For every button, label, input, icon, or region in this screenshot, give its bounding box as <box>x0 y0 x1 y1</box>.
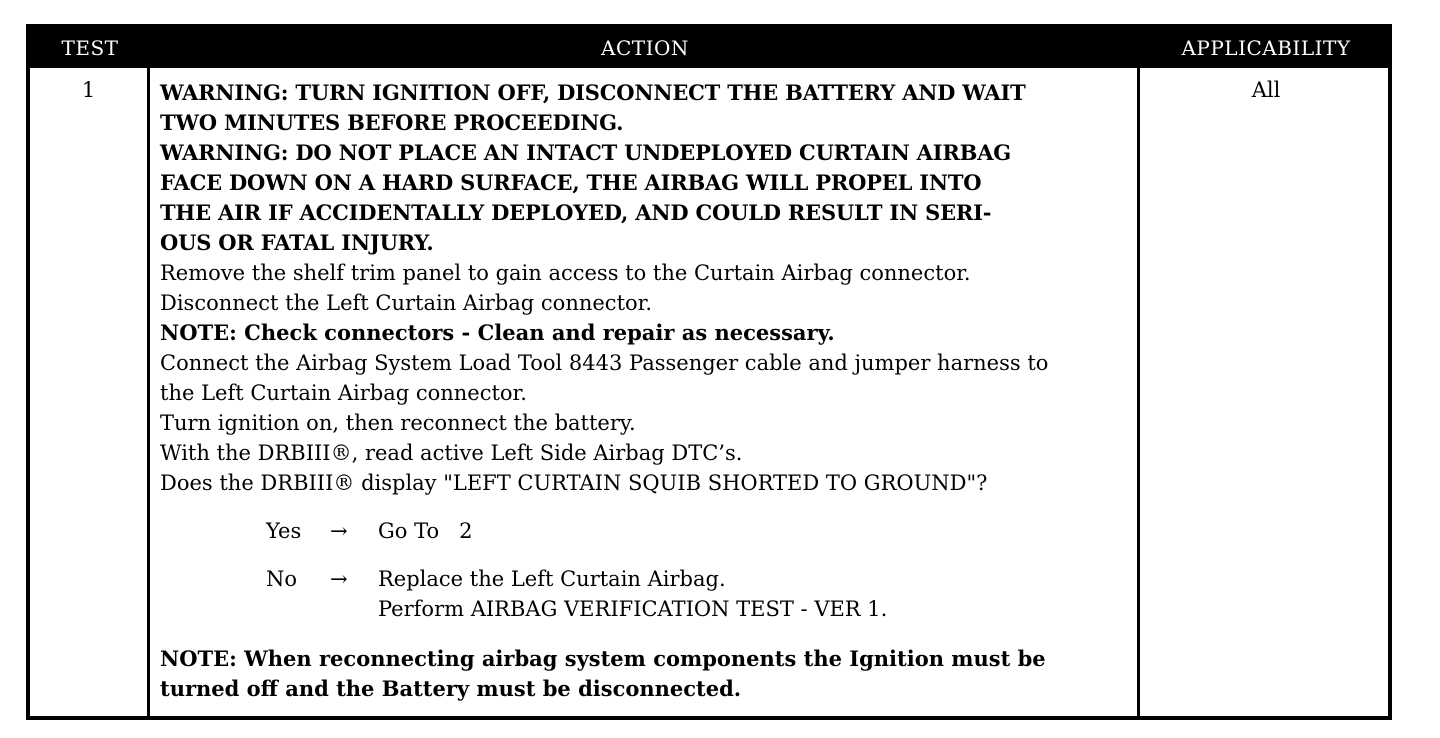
warning-line: TWO MINUTES BEFORE PROCEEDING. <box>160 110 624 135</box>
step-text: the Left Curtain Airbag connector. <box>160 381 527 405</box>
warning-line: OUS OR FATAL INJURY. <box>160 230 434 255</box>
yes-branch <box>266 516 1134 546</box>
yes-result: Go To 2 <box>378 519 473 543</box>
warning-line: FACE DOWN ON A HARD SURFACE, THE AIRBAG WILL PROPEL INTO <box>160 170 982 195</box>
action-cell <box>160 78 1134 704</box>
no-branch-continued <box>266 594 1134 624</box>
column-divider <box>147 68 150 716</box>
arrow-right-icon: → <box>330 567 348 591</box>
note-text: NOTE: When reconnecting airbag system components the Ignition must be <box>160 646 1046 671</box>
table-row <box>30 68 1388 716</box>
step-text: With the DRBIII®, read active Left Side Airbag DTC’s. <box>160 441 743 465</box>
no-branch <box>266 564 1134 594</box>
step-text: Connect the Airbag System Load Tool 8443 Passenger cable and jumper harness to <box>160 351 1049 375</box>
no-result-2: Perform AIRBAG VERIFICATION TEST - VER 1. <box>378 597 888 621</box>
warning-line: WARNING: DO NOT PLACE AN INTACT UNDEPLOYED CURTAIN AIRBAG <box>160 140 1012 165</box>
no-label: No <box>266 567 298 591</box>
table-header <box>30 28 1388 68</box>
header-applicability: APPLICABILITY <box>1181 36 1351 60</box>
note-text: turned off and the Battery must be disconnected. <box>160 676 742 701</box>
step-text: Turn ignition on, then reconnect the battery. <box>160 411 636 435</box>
applicability-value: All <box>1251 78 1281 102</box>
header-test: TEST <box>61 36 119 60</box>
no-result: Replace the Left Curtain Airbag. <box>378 567 726 591</box>
note-text: NOTE: Check connectors - Clean and repair as necessary. <box>160 320 835 345</box>
arrow-right-icon: → <box>330 519 348 543</box>
column-divider <box>1137 68 1140 716</box>
step-text: Disconnect the Left Curtain Airbag connector. <box>160 291 653 315</box>
header-action: ACTION <box>601 36 689 60</box>
yes-label: Yes <box>266 519 302 543</box>
warning-line: WARNING: TURN IGNITION OFF, DISCONNECT THE BATTERY AND WAIT <box>160 80 1026 105</box>
test-table <box>26 24 1392 720</box>
step-text: Remove the shelf trim panel to gain access to the Curtain Airbag connector. <box>160 261 971 285</box>
warning-line: THE AIR IF ACCIDENTALLY DEPLOYED, AND COULD RESULT IN SERI- <box>160 200 992 225</box>
test-number: 1 <box>81 78 96 102</box>
question-text: Does the DRBIII® display "LEFT CURTAIN SQUIB SHORTED TO GROUND"? <box>160 471 988 495</box>
